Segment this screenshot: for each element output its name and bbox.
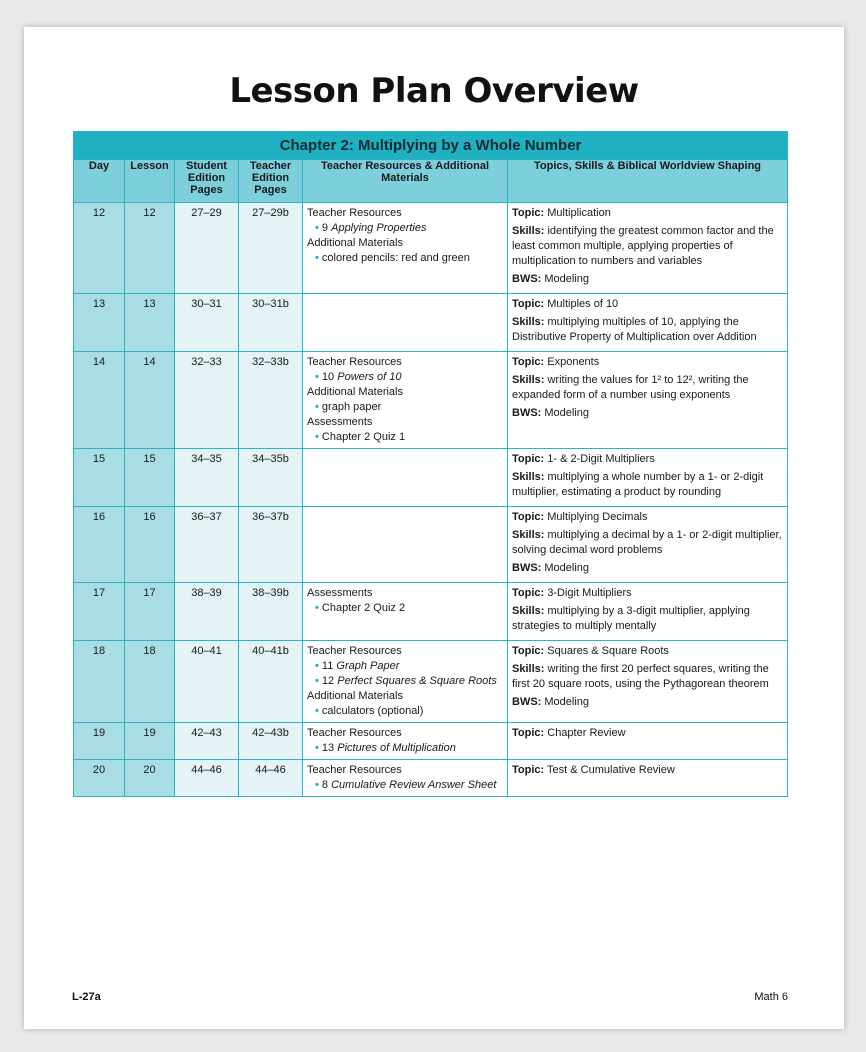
cell-teacher-pages: 30–31b <box>239 294 303 352</box>
skills-label: Skills: <box>512 605 545 617</box>
resource-item <box>307 601 503 616</box>
column-header-student-pages: Student Edition Pages <box>175 160 239 203</box>
column-header-resources: Teacher Resources & Additional Materials <box>303 160 508 203</box>
topic-label: Topic: <box>512 207 545 219</box>
resource-item <box>307 370 503 385</box>
resource-heading: Teacher Resources <box>307 727 402 739</box>
cell-lesson: 18 <box>125 641 175 723</box>
page-title: Lesson Plan Overview <box>229 71 639 111</box>
cell-lesson: 20 <box>125 760 175 797</box>
cell-teacher-pages: 34–35b <box>239 449 303 507</box>
cell-resources <box>303 203 508 294</box>
table-body <box>74 203 788 797</box>
cell-day: 12 <box>74 203 125 294</box>
table-row <box>74 583 788 641</box>
table-row <box>74 723 788 760</box>
cell-teacher-pages: 38–39b <box>239 583 303 641</box>
topic <box>512 355 783 370</box>
bws <box>512 695 783 710</box>
resource-heading: Teacher Resources <box>307 356 402 368</box>
topic-value: Multiplication <box>547 207 611 219</box>
skills <box>512 373 783 403</box>
topic-value: 3-Digit Multipliers <box>547 587 632 599</box>
skills <box>512 315 783 345</box>
resource-text: Perfect Squares & Square Roots <box>337 675 497 687</box>
book-title: Math 6 <box>754 991 788 1003</box>
resource-heading: Teacher Resources <box>307 207 402 219</box>
cell-day: 16 <box>74 507 125 583</box>
topic-label: Topic: <box>512 764 545 776</box>
cell-lesson: 17 <box>125 583 175 641</box>
column-header-row <box>74 160 788 203</box>
cell-lesson: 19 <box>125 723 175 760</box>
cell-topics <box>508 641 788 723</box>
resource-item <box>307 704 503 719</box>
resource-item <box>307 400 503 415</box>
resource-text: Graph Paper <box>336 660 400 672</box>
resource-heading: Teacher Resources <box>307 764 402 776</box>
cell-lesson: 13 <box>125 294 175 352</box>
cell-teacher-pages: 36–37b <box>239 507 303 583</box>
cell-teacher-pages: 27–29b <box>239 203 303 294</box>
cell-student-pages: 32–33 <box>175 352 239 449</box>
table-row <box>74 294 788 352</box>
cell-day: 13 <box>74 294 125 352</box>
resource-heading: Additional Materials <box>307 690 403 702</box>
cell-day: 17 <box>74 583 125 641</box>
topic-value: Test & Cumulative Review <box>547 764 675 776</box>
topic-value: Squares & Square Roots <box>547 645 669 657</box>
topic-value: Multiples of 10 <box>547 298 619 310</box>
resource-heading: Additional Materials <box>307 237 403 249</box>
cell-resources <box>303 760 508 797</box>
cell-teacher-pages: 44–46 <box>239 760 303 797</box>
cell-day: 18 <box>74 641 125 723</box>
cell-student-pages: 27–29 <box>175 203 239 294</box>
topic <box>512 297 783 312</box>
cell-student-pages: 34–35 <box>175 449 239 507</box>
resource-item <box>307 741 503 756</box>
topic-label: Topic: <box>512 727 545 739</box>
bws-value: Modeling <box>544 407 590 419</box>
skills <box>512 470 783 500</box>
bws-label: BWS: <box>512 696 542 708</box>
skills-value: multiplying by a 3-digit multiplier, applying strategies to multiply mentally <box>512 605 750 632</box>
cell-topics <box>508 352 788 449</box>
topic <box>512 206 783 221</box>
bws-value: Modeling <box>544 696 590 708</box>
bws-value: Modeling <box>544 562 590 574</box>
cell-topics <box>508 294 788 352</box>
skills <box>512 604 783 634</box>
topic-label: Topic: <box>512 453 545 465</box>
cell-topics <box>508 507 788 583</box>
resource-item <box>307 778 503 793</box>
bws-label: BWS: <box>512 407 542 419</box>
skills-label: Skills: <box>512 529 545 541</box>
bullet-icon: • <box>315 252 322 264</box>
resource-text: Chapter 2 Quiz 1 <box>321 431 406 443</box>
topic-value: Chapter Review <box>547 727 626 739</box>
resource-text: Applying Properties <box>331 222 427 234</box>
resource-number: 12 <box>321 675 335 687</box>
topic-value: 1- & 2-Digit Multipliers <box>547 453 655 465</box>
column-header-day: Day <box>74 160 125 203</box>
bullet-icon: • <box>315 660 322 672</box>
bws <box>512 272 783 287</box>
topic-label: Topic: <box>512 298 545 310</box>
topic <box>512 586 783 601</box>
bullet-icon: • <box>315 779 322 791</box>
bullet-icon: • <box>315 401 322 413</box>
bullet-icon: • <box>315 371 322 383</box>
cell-student-pages: 36–37 <box>175 507 239 583</box>
column-header-teacher-pages: Teacher Edition Pages <box>239 160 303 203</box>
table-row <box>74 760 788 797</box>
resource-text: Cumulative Review Answer Sheet <box>331 779 497 791</box>
chapter-title: Chapter 2: Multiplying by a Whole Number <box>74 132 788 160</box>
resource-heading: Additional Materials <box>307 386 403 398</box>
skills-value: multiplying a decimal by a 1- or 2-digit multiplier, solving decimal word problems <box>512 529 782 556</box>
table-row <box>74 203 788 294</box>
cell-resources <box>303 641 508 723</box>
cell-lesson: 16 <box>125 507 175 583</box>
lesson-plan-table <box>73 131 788 797</box>
bws-value: Modeling <box>544 273 590 285</box>
bullet-icon: • <box>315 602 322 614</box>
topic-label: Topic: <box>512 511 545 523</box>
skills-value: multiplying a whole number by a 1- or 2-digit multiplier, estimating a product by rounding <box>512 471 764 498</box>
table-row <box>74 449 788 507</box>
cell-topics <box>508 449 788 507</box>
cell-day: 19 <box>74 723 125 760</box>
bullet-icon: • <box>315 431 322 443</box>
resource-text: colored pencils: red and green <box>321 252 470 264</box>
topic-label: Topic: <box>512 356 545 368</box>
skills-label: Skills: <box>512 225 545 237</box>
bullet-icon: • <box>315 742 322 754</box>
topic-label: Topic: <box>512 587 545 599</box>
skills-value: writing the first 20 perfect squares, writing the first 20 square roots, using the Pythagorean theorem <box>512 663 769 690</box>
table-row <box>74 507 788 583</box>
cell-teacher-pages: 40–41b <box>239 641 303 723</box>
resource-item <box>307 251 503 266</box>
cell-topics <box>508 583 788 641</box>
topic-value: Exponents <box>547 356 600 368</box>
resource-text: graph paper <box>321 401 382 413</box>
resource-item <box>307 430 503 445</box>
resource-heading: Assessments <box>307 416 373 428</box>
cell-student-pages: 42–43 <box>175 723 239 760</box>
cell-resources <box>303 723 508 760</box>
resource-number: 8 <box>321 779 329 791</box>
cell-lesson: 14 <box>125 352 175 449</box>
bws-label: BWS: <box>512 562 542 574</box>
cell-day: 14 <box>74 352 125 449</box>
skills-label: Skills: <box>512 374 545 386</box>
skills <box>512 528 783 558</box>
skills <box>512 662 783 692</box>
resource-text: Chapter 2 Quiz 2 <box>321 602 406 614</box>
topic <box>512 452 783 467</box>
resource-text: calculators (optional) <box>321 705 424 717</box>
cell-lesson: 15 <box>125 449 175 507</box>
cell-resources <box>303 294 508 352</box>
table-row <box>74 352 788 449</box>
cell-teacher-pages: 42–43b <box>239 723 303 760</box>
column-header-topics: Topics, Skills & Biblical Worldview Shaping <box>508 160 788 203</box>
column-header-lesson: Lesson <box>125 160 175 203</box>
resource-text: Powers of 10 <box>337 371 402 383</box>
topic <box>512 726 783 741</box>
cell-resources <box>303 583 508 641</box>
resource-heading: Assessments <box>307 587 373 599</box>
bullet-icon: • <box>315 705 322 717</box>
resource-heading: Teacher Resources <box>307 645 402 657</box>
page-number: L-27a <box>72 991 101 1003</box>
topic-value: Multiplying Decimals <box>547 511 648 523</box>
resource-item <box>307 659 503 674</box>
cell-day: 15 <box>74 449 125 507</box>
cell-day: 20 <box>74 760 125 797</box>
skills-label: Skills: <box>512 663 545 675</box>
cell-resources <box>303 352 508 449</box>
cell-topics <box>508 723 788 760</box>
resource-text: Pictures of Multiplication <box>337 742 456 754</box>
topic <box>512 510 783 525</box>
resource-number: 9 <box>321 222 329 234</box>
resource-item <box>307 674 503 689</box>
bws <box>512 561 783 576</box>
skills-value: writing the values for 1² to 12², writing the expanded form of a number using exponents <box>512 374 749 401</box>
topic <box>512 644 783 659</box>
bws-label: BWS: <box>512 273 542 285</box>
bws <box>512 406 783 421</box>
bullet-icon: • <box>315 222 322 234</box>
cell-student-pages: 30–31 <box>175 294 239 352</box>
skills-label: Skills: <box>512 471 545 483</box>
table-row <box>74 641 788 723</box>
cell-resources <box>303 449 508 507</box>
document-page <box>24 27 844 1029</box>
resource-item <box>307 221 503 236</box>
cell-student-pages: 40–41 <box>175 641 239 723</box>
topic <box>512 763 783 778</box>
cell-topics <box>508 760 788 797</box>
skills <box>512 224 783 269</box>
cell-lesson: 12 <box>125 203 175 294</box>
cell-teacher-pages: 32–33b <box>239 352 303 449</box>
resource-number: 10 <box>321 371 335 383</box>
skills-label: Skills: <box>512 316 545 328</box>
cell-topics <box>508 203 788 294</box>
skills-value: identifying the greatest common factor and the least common multiple, applying properties of multiplication to numbers and variables <box>512 225 774 267</box>
resource-number: 11 <box>321 660 334 672</box>
resource-number: 13 <box>321 742 335 754</box>
bullet-icon: • <box>315 675 322 687</box>
cell-resources <box>303 507 508 583</box>
topic-label: Topic: <box>512 645 545 657</box>
cell-student-pages: 38–39 <box>175 583 239 641</box>
cell-student-pages: 44–46 <box>175 760 239 797</box>
skills-value: multiplying multiples of 10, applying the Distributive Property of Multiplication over Addition <box>512 316 757 343</box>
